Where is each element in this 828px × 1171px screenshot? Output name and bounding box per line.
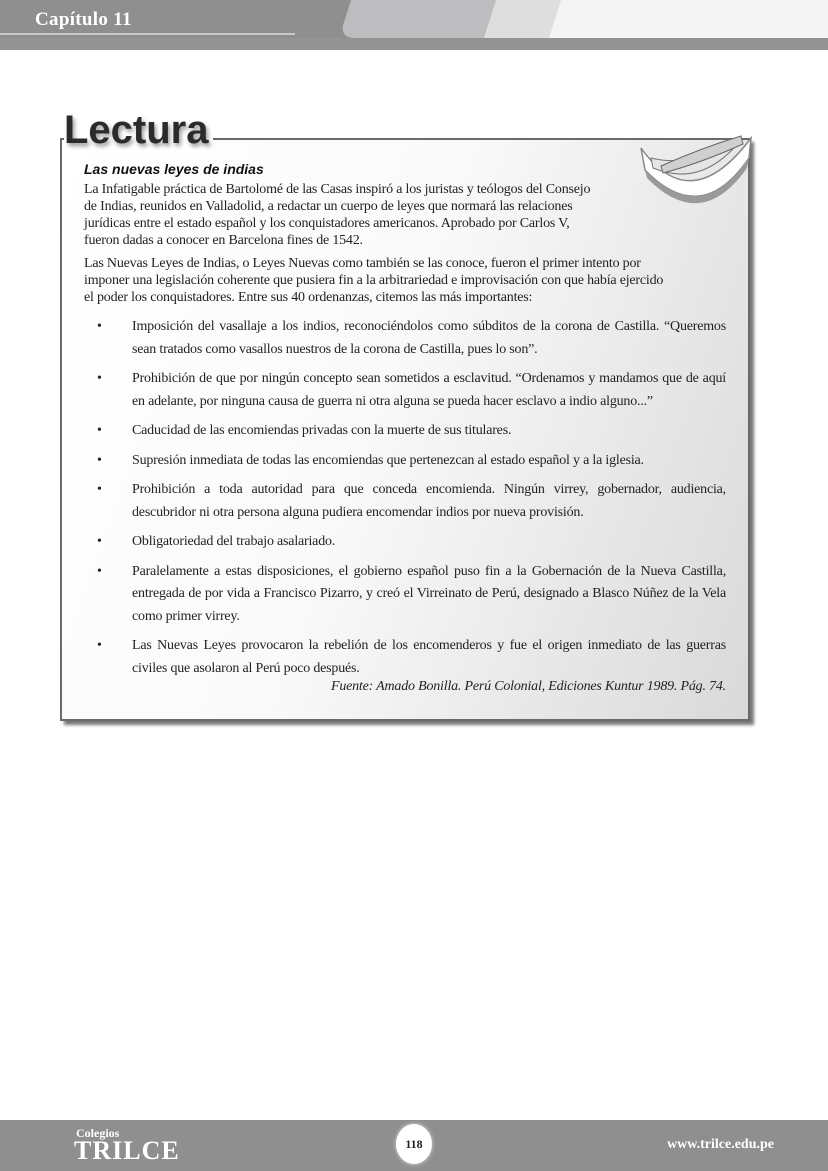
text-line: fueron dadas a conocer en Barcelona fines de 1542. xyxy=(84,233,363,248)
reading-heading: Lectura xyxy=(64,106,213,154)
bullet-icon: • xyxy=(97,534,102,549)
source-citation: Fuente: Amado Bonilla. Perú Colonial, Ediciones Kuntur 1989. Pág. 74. xyxy=(330,679,726,694)
text-line: La Infatigable práctica de Bartolomé de las Casas inspiró a los juristas y teólogos del Consejo xyxy=(84,182,591,197)
brand-small: Colegios xyxy=(76,1126,120,1140)
reading-subtitle: Las nuevas leyes de indias xyxy=(84,161,264,177)
list-item xyxy=(97,420,726,443)
list-item-text: Imposición del vasallaje a los indios, reconociéndolos como súbditos de la corona de Castilla. “Queremos sean tratados como vasallos nuestros de la corona de Castilla, pues lo son”. xyxy=(132,319,726,357)
list-item xyxy=(97,450,726,473)
list-item-text: Las Nuevas Leyes provocaron la rebelión de los encomenderos y fue el origen inmediato de las guerras civiles que asolaron al Perú poco después. xyxy=(132,638,726,676)
brand-logo: TRILCE xyxy=(74,1136,180,1165)
ordinance-list xyxy=(84,316,726,680)
text-line: de Indias, reunidos en Valladolid, a redactar un cuerpo de leyes que normará las relaciones xyxy=(84,199,573,214)
reading-box xyxy=(60,138,750,721)
list-item-text: Obligatoriedad del trabajo asalariado. xyxy=(132,534,336,549)
bullet-icon: • xyxy=(97,563,102,579)
text-line: imponer una legislación coherente que pusiera fin a la arbitrariedad e improvisación con que había ejercido xyxy=(84,273,664,288)
list-item xyxy=(97,531,726,554)
bullet-icon: • xyxy=(97,452,102,468)
list-item xyxy=(97,368,726,413)
list-item xyxy=(97,561,726,629)
page-number: 118 xyxy=(396,1124,432,1164)
text-line: el poder los conquistadores. Entre sus 40 ordenanzas, citemos las más importantes: xyxy=(84,290,533,305)
bullet-icon: • xyxy=(97,371,102,386)
text-line: Las Nuevas Leyes de Indias, o Leyes Nuevas como también se las conoce, fueron el primer intento por xyxy=(84,256,641,271)
text-line: jurídicas entre el estado español y los conquistadores americanos. Aprobado por Carlos V, xyxy=(84,216,570,231)
list-item-text: Paralelamente a estas disposiciones, el gobierno español puso fin a la Gobernación de la Nueva Castilla, entregada de por vida a Francisco Pizarro, y creó el Virreinato de Perú, designado a Blasco Núñez de la Vela como primer virrey. xyxy=(132,563,726,624)
list-item-text: Supresión inmediata de todas las encomiendas que pertenezcan al estado español y a la iglesia. xyxy=(132,452,644,468)
list-item xyxy=(97,635,726,680)
website-link[interactable]: www.trilce.edu.pe xyxy=(667,1137,774,1152)
bullet-icon: • xyxy=(97,638,102,653)
bullet-icon: • xyxy=(97,319,102,334)
bullet-icon: • xyxy=(97,423,102,438)
list-item xyxy=(97,479,726,524)
bullet-icon: • xyxy=(97,482,102,497)
second-paragraph xyxy=(84,255,726,306)
list-item-text: Caducidad de las encomiendas privadas con la muerte de sus titulares. xyxy=(132,423,512,438)
intro-paragraph xyxy=(84,181,629,249)
list-item xyxy=(97,316,726,361)
open-book-icon xyxy=(631,128,756,208)
chapter-label: Capítulo 11 xyxy=(35,9,132,30)
list-item-text: Prohibición a toda autoridad para que conceda encomienda. Ningún virrey, gobernador, audiencia, descubridor ni otra persona alguna pudiera encomendar indios por nueva provisión. xyxy=(132,482,726,520)
list-item-text: Prohibición de que por ningún concepto sean sometidos a esclavitud. “Ordenamos y mandamos que de aquí en adelante, por ninguna causa de guerra ni otra alguna se pueda hacer esclavo a indio alguno...” xyxy=(132,371,726,409)
